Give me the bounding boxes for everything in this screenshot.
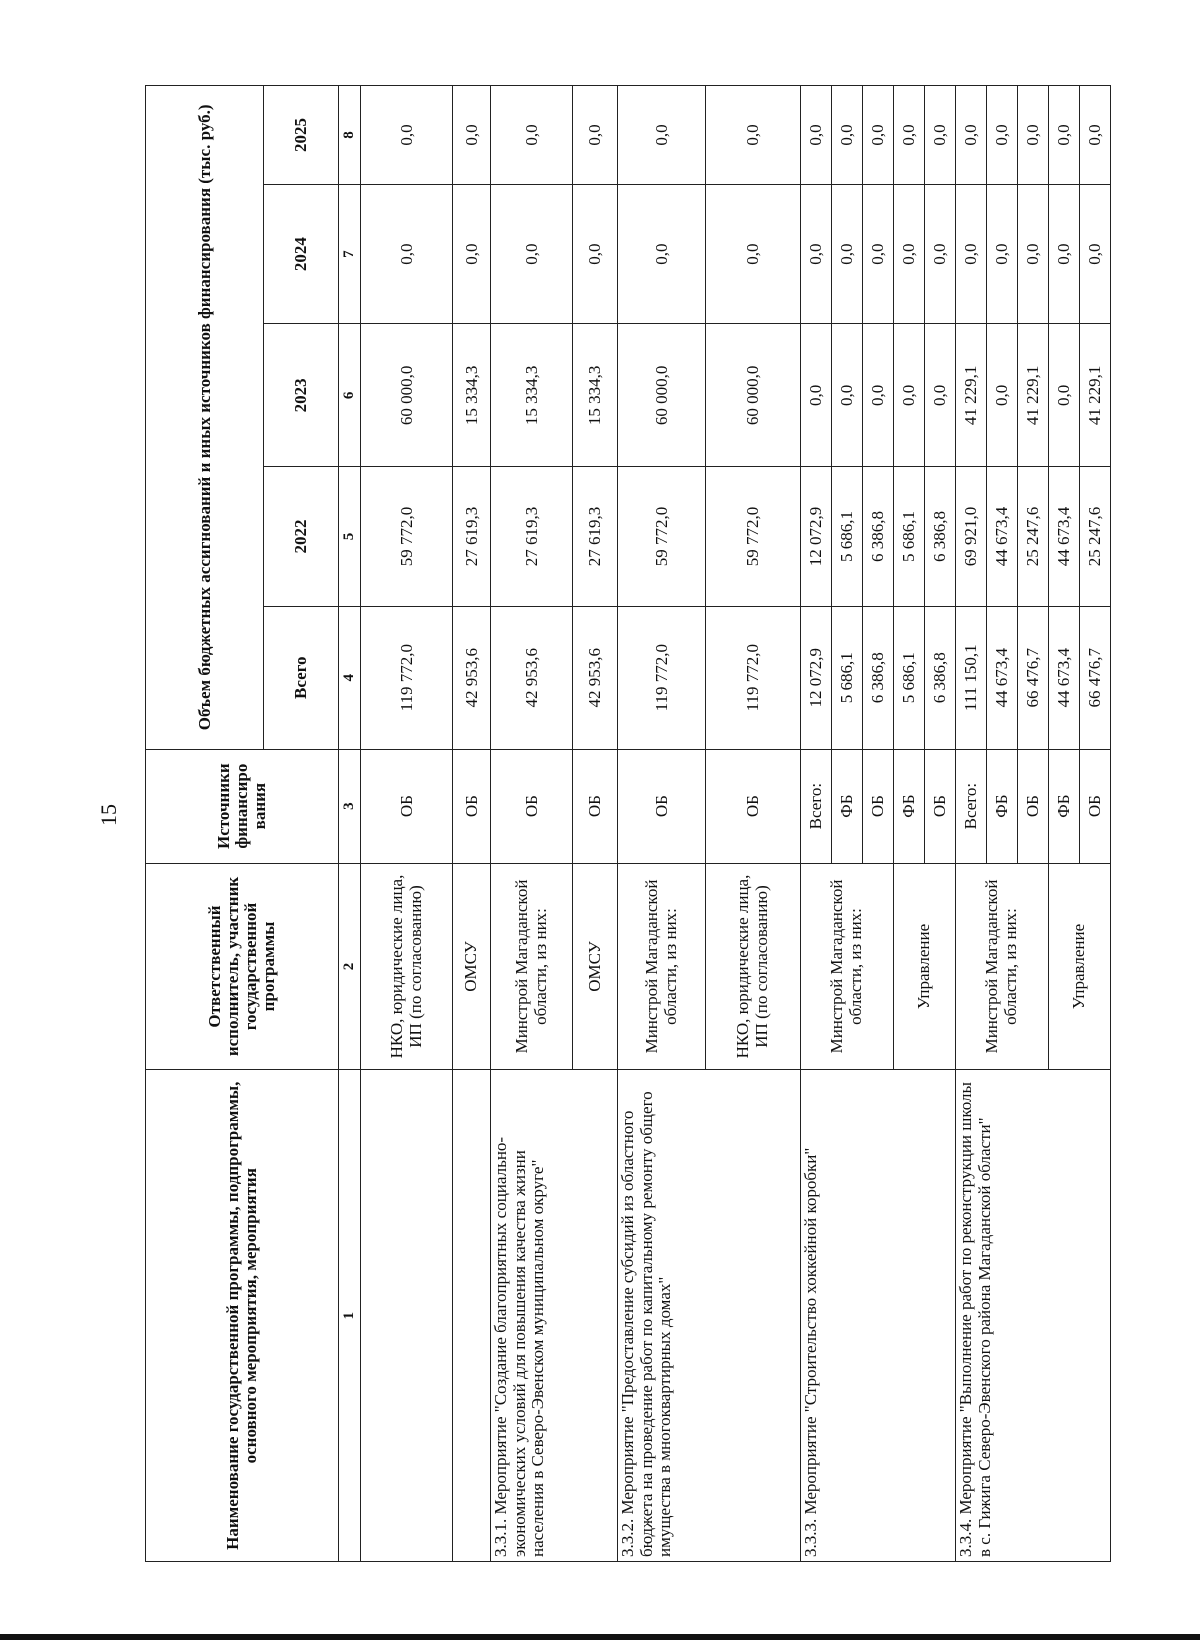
value-cell: 0,0: [618, 184, 706, 323]
value-cell: 25 247,6: [1080, 467, 1111, 606]
measure-name-cell: 3.3.4. Мероприятие "Выполнение работ по реконструкции школы в с. Гижига Северо-Эвенского района Магаданской области": [956, 1070, 1111, 1562]
value-cell: 0,0: [1080, 184, 1111, 323]
value-cell: 0,0: [832, 86, 863, 185]
responsible-cell: НКО, юридические лица, ИП (по согласованию): [706, 863, 801, 1070]
value-cell: 6 386,8: [925, 467, 956, 606]
header-index: 8: [339, 86, 361, 185]
page-number: 15: [96, 804, 121, 826]
value-cell: 5 686,1: [832, 606, 863, 749]
value-cell: 59 772,0: [618, 467, 706, 606]
value-cell: 27 619,3: [453, 467, 491, 606]
measure-name-cell: 3.3.1. Мероприятие "Создание благоприятных социально-экономических условий для повышения качества жизни населения в Северо-Эвенском муниципальном округе": [491, 1070, 618, 1562]
table-row: [956, 86, 987, 1562]
value-cell: 0,0: [453, 184, 491, 323]
header-index: 7: [339, 184, 361, 323]
value-cell: 0,0: [894, 324, 925, 467]
value-cell: 0,0: [1049, 184, 1080, 323]
source-cell: ОБ: [618, 749, 706, 863]
value-cell: 119 772,0: [706, 606, 801, 749]
value-cell: 66 476,7: [1080, 606, 1111, 749]
source-cell: ОБ: [863, 749, 894, 863]
source-cell: Всего:: [956, 749, 987, 863]
rotated-table-wrapper: [145, 85, 1104, 1562]
value-cell: 41 229,1: [956, 324, 987, 467]
value-cell: 0,0: [832, 184, 863, 323]
value-cell: 0,0: [801, 324, 832, 467]
value-cell: 0,0: [361, 86, 453, 185]
value-cell: 111 150,1: [956, 606, 987, 749]
value-cell: 6 386,8: [863, 606, 894, 749]
scan-edge-bar: [0, 1634, 1200, 1640]
source-cell: ОБ: [925, 749, 956, 863]
value-cell: 60 000,0: [706, 324, 801, 467]
header-index: 4: [339, 606, 361, 749]
value-cell: 119 772,0: [618, 606, 706, 749]
value-cell: 0,0: [863, 324, 894, 467]
header-index: 1: [339, 1070, 361, 1562]
header-index: 6: [339, 324, 361, 467]
value-cell: 0,0: [832, 324, 863, 467]
value-cell: 0,0: [863, 184, 894, 323]
value-cell: 0,0: [573, 184, 618, 323]
value-cell: 0,0: [1018, 184, 1049, 323]
table-row: [491, 86, 573, 1562]
responsible-cell: Управление: [1049, 863, 1111, 1070]
source-cell: ОБ: [1080, 749, 1111, 863]
value-cell: 15 334,3: [453, 324, 491, 467]
value-cell: 0,0: [801, 184, 832, 323]
source-cell: ОБ: [453, 749, 491, 863]
source-cell: ФБ: [987, 749, 1018, 863]
responsible-cell: ОМСУ: [573, 863, 618, 1070]
value-cell: 41 229,1: [1018, 324, 1049, 467]
value-cell: 0,0: [618, 86, 706, 185]
value-cell: 119 772,0: [361, 606, 453, 749]
header-name: Наименование государственной программы, подпрограммы, основного мероприятия, мероприятия: [146, 1070, 339, 1562]
header-year-2024: 2024: [264, 184, 339, 323]
value-cell: 44 673,4: [1049, 467, 1080, 606]
responsible-cell: ОМСУ: [453, 863, 491, 1070]
responsible-cell: Минстрой Магаданской области, из них:: [956, 863, 1049, 1070]
header-responsible: Ответственный исполнитель, участник государственной программы: [146, 863, 339, 1070]
value-cell: 60 000,0: [361, 324, 453, 467]
value-cell: 0,0: [925, 324, 956, 467]
responsible-cell: Минстрой Магаданской области, из них:: [801, 863, 894, 1070]
value-cell: 0,0: [894, 184, 925, 323]
source-cell: ОБ: [706, 749, 801, 863]
value-cell: 5 686,1: [894, 606, 925, 749]
value-cell: 44 673,4: [1049, 606, 1080, 749]
value-cell: 0,0: [1049, 86, 1080, 185]
value-cell: 0,0: [894, 86, 925, 185]
source-cell: ОБ: [573, 749, 618, 863]
value-cell: 0,0: [1080, 86, 1111, 185]
value-cell: 0,0: [925, 86, 956, 185]
source-cell: ОБ: [361, 749, 453, 863]
value-cell: 0,0: [453, 86, 491, 185]
value-cell: 5 686,1: [894, 467, 925, 606]
value-cell: 42 953,6: [491, 606, 573, 749]
measure-name-cell: 3.3.3. Мероприятие "Строительство хоккейной коробки": [801, 1070, 956, 1562]
value-cell: 42 953,6: [573, 606, 618, 749]
budget-table: [145, 85, 1111, 1562]
value-cell: 0,0: [956, 184, 987, 323]
value-cell: 6 386,8: [863, 467, 894, 606]
value-cell: 5 686,1: [832, 467, 863, 606]
source-cell: ФБ: [832, 749, 863, 863]
value-cell: 15 334,3: [573, 324, 618, 467]
value-cell: 0,0: [706, 86, 801, 185]
measure-name-cell: 3.3.2. Мероприятие "Предоставление субсидий из областного бюджета на проведение работ по капитальному ремонту общего имущества в многоквартирных домах": [618, 1070, 801, 1562]
table-row: [801, 86, 832, 1562]
value-cell: 6 386,8: [925, 606, 956, 749]
value-cell: 25 247,6: [1018, 467, 1049, 606]
source-cell: ОБ: [1018, 749, 1049, 863]
value-cell: 27 619,3: [573, 467, 618, 606]
source-cell: ФБ: [894, 749, 925, 863]
value-cell: 12 072,9: [801, 467, 832, 606]
value-cell: 0,0: [987, 86, 1018, 185]
source-cell: ФБ: [1049, 749, 1080, 863]
value-cell: 0,0: [491, 184, 573, 323]
table-row: [453, 86, 491, 1562]
value-cell: 0,0: [491, 86, 573, 185]
value-cell: 0,0: [706, 184, 801, 323]
responsible-cell: Управление: [894, 863, 956, 1070]
header-source: Источники финансиро вания: [146, 749, 339, 863]
value-cell: 41 229,1: [1080, 324, 1111, 467]
measure-name-cell: [361, 1070, 453, 1562]
value-cell: 0,0: [987, 184, 1018, 323]
value-cell: 12 072,9: [801, 606, 832, 749]
value-cell: 60 000,0: [618, 324, 706, 467]
value-cell: 0,0: [863, 86, 894, 185]
header-year-total: Всего: [264, 606, 339, 749]
header-budget-group: Объем бюджетных ассигнований и иных источников финансирования (тыс. руб.): [146, 86, 264, 750]
responsible-cell: Минстрой Магаданской области, из них:: [491, 863, 573, 1070]
value-cell: 42 953,6: [453, 606, 491, 749]
header-index: 5: [339, 467, 361, 606]
responsible-cell: Минстрой Магаданской области, из них:: [618, 863, 706, 1070]
value-cell: 69 921,0: [956, 467, 987, 606]
value-cell: 59 772,0: [361, 467, 453, 606]
header-year-2022: 2022: [264, 467, 339, 606]
table-row: [361, 86, 453, 1562]
source-cell: ОБ: [491, 749, 573, 863]
value-cell: 0,0: [956, 86, 987, 185]
value-cell: 0,0: [925, 184, 956, 323]
source-cell: Всего:: [801, 749, 832, 863]
table-row: [618, 86, 706, 1562]
header-index: 3: [339, 749, 361, 863]
value-cell: 44 673,4: [987, 606, 1018, 749]
header-index: 2: [339, 863, 361, 1070]
value-cell: 0,0: [1049, 324, 1080, 467]
value-cell: 0,0: [801, 86, 832, 185]
measure-name-cell: [453, 1070, 491, 1562]
value-cell: 0,0: [987, 324, 1018, 467]
value-cell: 0,0: [573, 86, 618, 185]
value-cell: 44 673,4: [987, 467, 1018, 606]
value-cell: 0,0: [1018, 86, 1049, 185]
header-year-2025: 2025: [264, 86, 339, 185]
responsible-cell: НКО, юридические лица, ИП (по согласованию): [361, 863, 453, 1070]
value-cell: 66 476,7: [1018, 606, 1049, 749]
value-cell: 27 619,3: [491, 467, 573, 606]
value-cell: 15 334,3: [491, 324, 573, 467]
value-cell: 0,0: [361, 184, 453, 323]
header-year-2023: 2023: [264, 324, 339, 467]
value-cell: 59 772,0: [706, 467, 801, 606]
